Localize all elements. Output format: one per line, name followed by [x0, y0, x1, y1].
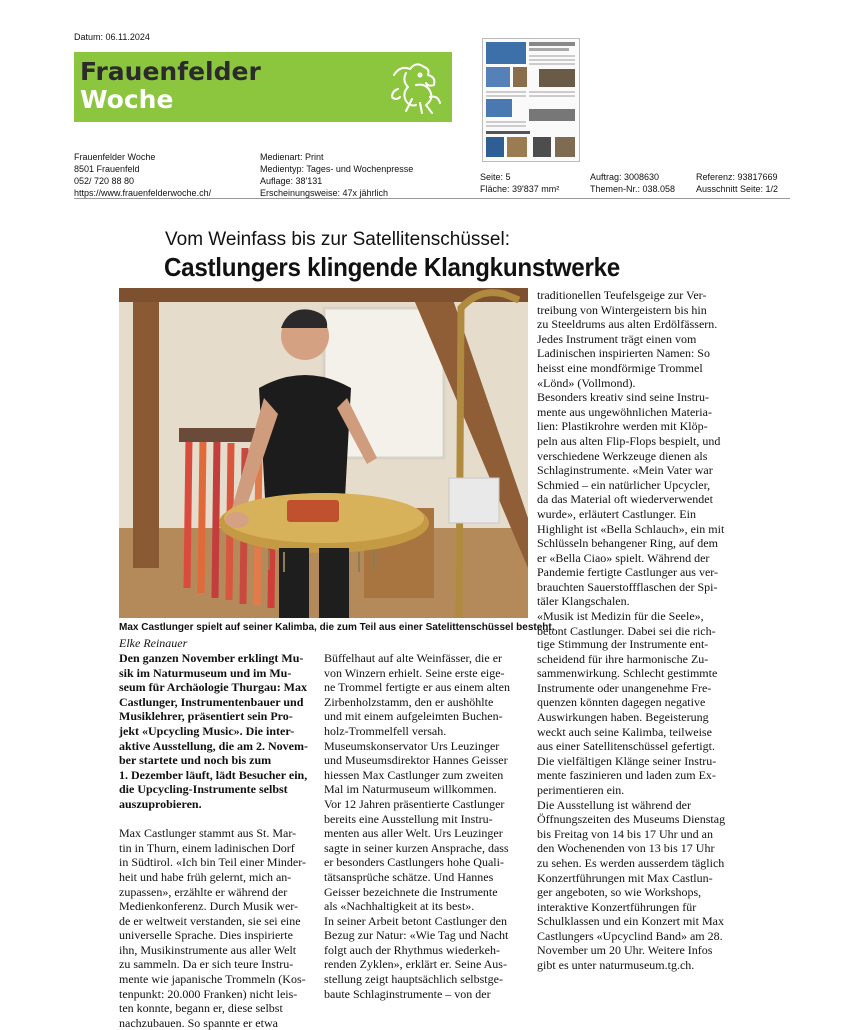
text-line: Max Castlunger stammt aus St. Mar-: [119, 826, 297, 841]
publisher-name: Frauenfelder Woche: [74, 152, 156, 162]
logo-line1: Frauenfelder: [80, 57, 261, 86]
text-line: 1. Dezember läuft, lädt Besucher ein,: [119, 767, 308, 782]
text-line: verschiedene Werkzeuge dienen als: [537, 448, 708, 463]
text-line: ihn, Musikinstrumente aus aller Welt: [119, 942, 297, 957]
text-line: renden Zyklen», erklärt er. Seine Aus-: [324, 957, 507, 972]
text-line: de er weltweit verstanden, sie sei eine: [119, 913, 301, 928]
text-line: von Winzern erhielt. Seine erste eige-: [324, 665, 505, 680]
text-line: bereits eine Ausstellung mit Instru-: [324, 811, 493, 826]
text-line: interaktive Konzertführungen für: [537, 899, 697, 914]
text-line: Mal im Naturmuseum willkommen.: [324, 782, 497, 797]
text-line: «Musik ist Medizin für die Seele»,: [537, 609, 704, 624]
text-line: sagte in seiner kurzen Ansprache, dass: [324, 840, 509, 855]
media-info: [260, 151, 413, 199]
text-line: menten aus aller Welt. Urs Leuzinger: [324, 826, 503, 841]
text-line: Schulklassen und ein Konzert mit Max: [537, 914, 724, 929]
text-line: und mit einem aufgeleimten Buchen-: [324, 709, 503, 724]
text-line: Castlunger, Instrumentenbauer und: [119, 694, 304, 709]
text-line: Medienkonferenz. Durch Musik wer-: [119, 899, 299, 914]
page-number: Seite: 5: [480, 172, 511, 182]
text-line: universelle Sprache. Dies inspirierte: [119, 928, 293, 943]
article-column-3-bottom: [537, 637, 733, 973]
text-line: er «Bella Ciao» spielt. Während der: [537, 550, 710, 565]
text-line: sammenwirkung. Schlecht gestimmte: [537, 666, 718, 681]
text-line: Museumskonservator Urs Leuzinger: [324, 738, 500, 753]
text-line: [119, 812, 315, 827]
text-line: weckt auch seine Kalimba, teilweise: [537, 724, 712, 739]
text-line: die Upcycling-Instrumente selbst: [119, 782, 288, 797]
text-line: ten konnte, begann er, diese selbst: [119, 1001, 283, 1016]
text-line: Castlungers «Upcyclind Band» am 28.: [537, 928, 723, 943]
reference-number: Referenz: 93817669: [696, 172, 778, 182]
text-line: brauchten Sauerstoffflaschen der Spi-: [537, 579, 718, 594]
text-line: jekt «Upcycling Music». Die inter-: [119, 723, 295, 738]
text-line: Die Ausstellung ist während der: [537, 797, 691, 812]
article-headline: Castlungers klingende Klangkunstwerke: [164, 252, 620, 282]
text-line: Bezug zur Natur: «Wie Tag und Nacht: [324, 928, 509, 943]
publisher-url[interactable]: https://www.frauenfelderwoche.ch/: [74, 188, 212, 198]
text-line: mente wie japanische Trommeln (Kos-: [119, 972, 306, 987]
topic-number: Themen-Nr.: 038.058: [590, 184, 676, 194]
text-line: er besonders Castlungers hohe Quali-: [324, 855, 504, 870]
text-line: täler Klangschalen.: [537, 594, 630, 609]
text-line: ger angeboten, so wie Workshops,: [537, 885, 702, 900]
article-kicker: Vom Weinfass bis zur Satellitenschüssel:: [165, 229, 510, 250]
text-line: scheidend für ihre harmonische Zu-: [537, 651, 709, 666]
text-line: wurde», erläutert Castlunger. Ein: [537, 506, 696, 521]
text-line: nachzubauen. So spannte er etwa: [119, 1015, 278, 1030]
text-line: seum für Archäologie Thurgau: Max: [119, 680, 308, 695]
text-line: ber startete und noch bis zum: [119, 753, 272, 768]
text-line: als «Nachhaltigkeit at its best».: [324, 899, 475, 914]
text-line: Geisser bezeichnete die Instrumente: [324, 884, 498, 899]
text-line: quenzen könnten dagegen negative: [537, 695, 706, 710]
page-info: [480, 171, 559, 195]
text-line: ne Trommel fertigte er aus einem alten: [324, 680, 510, 695]
text-line: Auswirkungen haben. Begeisterung: [537, 709, 709, 724]
text-line: aktive Ausstellung, die am 2. Novem-: [119, 738, 308, 753]
clipping-page: Ausschnitt Seite: 1/2: [696, 184, 779, 194]
text-line: tige Stimmung der Instrumente ent-: [537, 637, 709, 651]
article-column-2: [324, 651, 524, 1001]
publisher-phone: 052/ 720 88 80: [74, 176, 135, 186]
text-line: «Lönd» (Vollmond).: [537, 375, 636, 390]
text-line: zu sehen. Es werden ausserdem täglich: [537, 855, 725, 870]
text-line: sik im Naturmuseum und im Mu-: [119, 665, 292, 680]
text-line: mente aus ungewöhnlichen Materia-: [537, 404, 712, 419]
page-thumbnail: [482, 38, 580, 162]
text-line: Musiklehrer, präsentiert sein Pro-: [119, 709, 293, 724]
text-line: folgt auch der Rhythmus wiederkeh-: [324, 942, 500, 957]
text-line: auszuprobieren.: [119, 796, 202, 811]
text-line: in Südtirol. «Ich bin Teil einer Minder-: [119, 855, 306, 870]
text-line: Die vielfältigen Klänge seiner Instru-: [537, 753, 717, 768]
text-line: In seiner Arbeit betont Castlunger den: [324, 913, 507, 928]
article-column-3-top: [537, 288, 733, 638]
text-line: Instrumente oder unangenehme Fre-: [537, 680, 712, 695]
publisher-info: [74, 151, 211, 199]
text-line: Highlight ist «Bella Schlauch», ein mit: [537, 521, 725, 536]
text-line: Besonders kreativ sind seine Instru-: [537, 390, 709, 405]
text-line: zu Steeldrums aus alten Erdölfässern.: [537, 317, 718, 332]
text-line: Zirbenholzstamm, den er aushöhlte: [324, 694, 494, 709]
photo-caption: Max Castlunger spielt auf seiner Kalimba, die zum Teil aus einer Satelittenschüssel besteht.: [119, 622, 555, 633]
text-line: Büffelhaut auf alte Weinfässer, die er: [324, 651, 503, 665]
text-line: November um 20 Uhr. Weitere Infos: [537, 943, 713, 958]
media-auflage: Auflage: 38'131: [260, 176, 323, 186]
text-line: Schlüsseln behangener Ring, auf dem: [537, 536, 718, 551]
text-line: Den ganzen November erklingt Mu-: [119, 651, 304, 665]
text-line: bis Freitag von 14 bis 17 Uhr und an: [537, 826, 713, 841]
reference-info: [696, 171, 778, 195]
header-divider: [74, 198, 790, 199]
text-line: traditionellen Teufelsgeige zur Ver-: [537, 288, 707, 302]
order-info: [590, 171, 675, 195]
text-line: Öffnungszeiten des Museums Dienstag: [537, 812, 726, 827]
text-line: heit und habe früh gelernt, mich an-: [119, 869, 292, 884]
text-line: da das Material oft wiederverwendet: [537, 492, 713, 507]
text-line: baute Schlaginstrumente – von der: [324, 986, 491, 1001]
text-line: perimentieren ein.: [537, 782, 625, 797]
text-line: Vor 12 Jahren präsentierte Castlunger: [324, 796, 505, 811]
text-line: aus einer Satellitenschüssel gefertigt.: [537, 739, 715, 754]
text-line: tin in Thurn, einem ladinischen Dorf: [119, 840, 295, 855]
text-line: gibt es unter naturmuseum.tg.ch.: [537, 958, 695, 973]
text-line: den Wochenenden von 13 bis 17 Uhr: [537, 841, 715, 856]
text-line: und Museumsdirektor Hannes Geisser: [324, 753, 508, 768]
text-line: lien: Plastikrohre werden mit Klöp-: [537, 419, 708, 434]
text-line: peln aus alten Flip-Flops bespielt, und: [537, 433, 721, 448]
text-line: Schlaginstrumente. «Mein Vater war: [537, 463, 713, 478]
lion-emblem-icon: [384, 55, 448, 119]
text-line: hiessen Max Castlunger zum zweiten: [324, 767, 504, 782]
text-line: betont Castlunger. Dabei sei die rich-: [537, 623, 716, 638]
text-line: Jedes Instrument trägt einen vom: [537, 331, 697, 346]
text-line: tätsansprüche schätze. Und Hannes: [324, 869, 494, 884]
text-line: tenpunkt: 20.000 Franken) nicht leis-: [119, 986, 298, 1001]
order-number: Auftrag: 3008630: [590, 172, 660, 182]
text-line: holz-Trommelfell versah.: [324, 723, 447, 738]
text-line: Konzertführungen mit Max Castlun-: [537, 870, 713, 885]
publisher-city: 8501 Frauenfeld: [74, 164, 140, 174]
clipping-date: Datum: 06.11.2024: [74, 32, 150, 42]
article-column-1: [119, 651, 315, 1030]
logo-line2: Woche: [80, 85, 174, 114]
media-type: Medientyp: Tages- und Wochenpresse: [260, 164, 414, 174]
text-line: Pandemie fertigte Castlunger aus ver-: [537, 565, 719, 580]
media-art: Medienart: Print: [260, 152, 324, 162]
page-area: Fläche: 39'837 mm²: [480, 184, 560, 194]
text-line: zu sammeln. Da er sich teure Instru-: [119, 957, 294, 972]
text-line: zupassen», erzählte er während der: [119, 884, 288, 899]
media-erscheinung: Erscheinungsweise: 47x jährlich: [260, 188, 389, 198]
article-author: Elke Reinauer: [119, 636, 188, 650]
text-line: treibung von Wintergeistern bis hin: [537, 302, 707, 317]
text-line: mente faszinieren und laden zum Ex-: [537, 768, 716, 783]
text-line: stellung zeigt hauptsächlich selbstge-: [324, 972, 503, 987]
text-line: Ladinischen inspirierten Namen: So: [537, 346, 710, 361]
article-photo: [119, 288, 528, 618]
text-line: heisst eine mondförmige Trommel: [537, 360, 703, 375]
publication-logo: [74, 52, 452, 122]
text-line: Schmied – ein natürlicher Upcycler,: [537, 477, 711, 492]
